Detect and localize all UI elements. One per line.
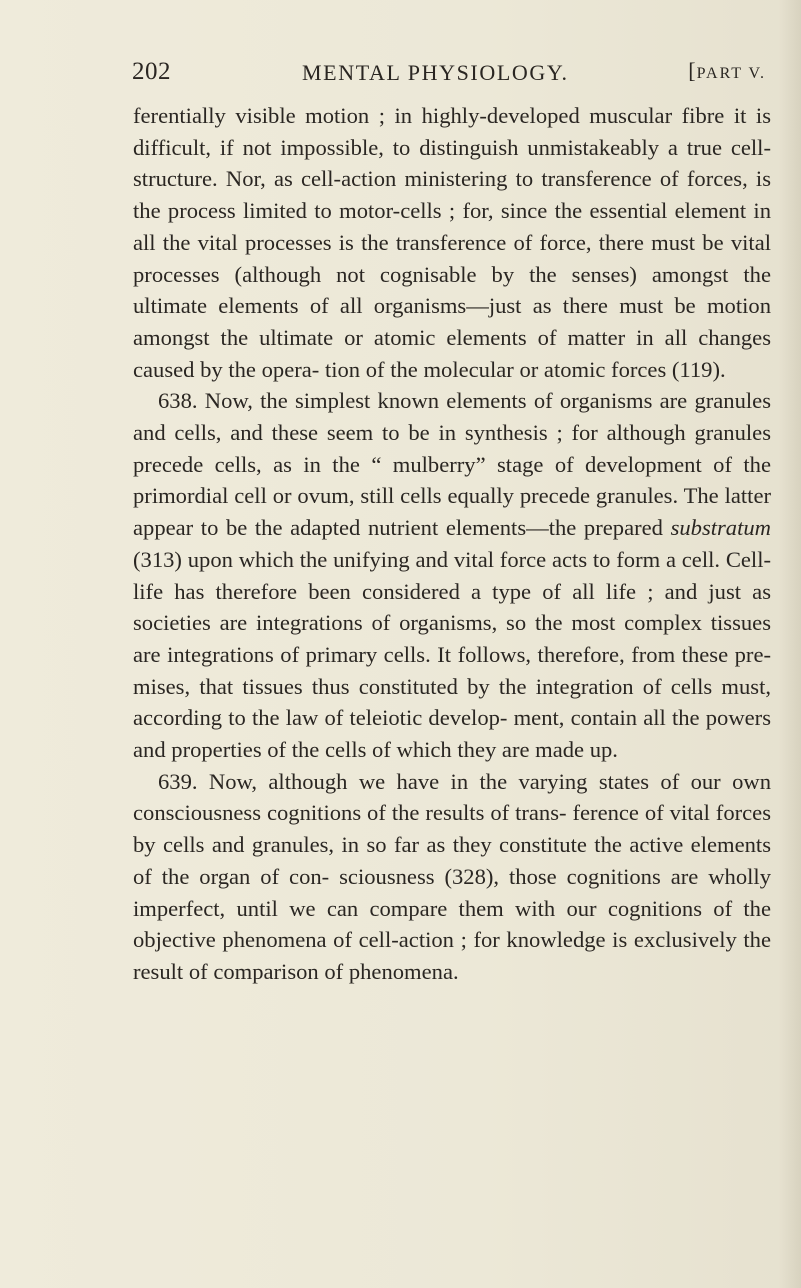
- section-label: [688, 58, 766, 84]
- paragraph-text: 638. Now, the simplest known elements of organisms are granules and cells, and these seem to be in synthesis ; for although granules precede cells, as in the “ mulberry” stage of development of the primordial cell or ovum, still cells equally precede granules. The latter appear to be the adapted nutrient elements—the prepared: [133, 388, 771, 541]
- paragraph-continuation: [133, 100, 771, 385]
- paragraph-text: ferentially visible motion ; in highly-developed muscular fibre it is difficult, if not impossible, to distinguish unmistakeably a true cell-structure. Nor, as cell-action ministering to transference of forces, is the process limited to motor-cells ; for, since the essential element in all the vital processes is the transference of force, there must be vital processes (although not cognisable by the senses) amongst the ultimate elements of all organisms—just as there must be motion amongst the ultimate or atomic elements of matter in all changes caused by the opera- tion of the molecular or atomic forces (119).: [133, 103, 771, 382]
- page-number: 202: [132, 58, 171, 85]
- running-title: MENTAL PHYSIOLOGY.: [302, 60, 569, 85]
- italic-term: substratum: [670, 515, 771, 541]
- paragraph-para-638: [133, 385, 771, 765]
- running-header: [132, 58, 766, 88]
- body-text: [133, 100, 771, 988]
- paragraph-para-639: [133, 766, 771, 988]
- section-bracket: [: [688, 58, 697, 83]
- section-label-text: PART V.: [696, 65, 766, 82]
- paragraph-text: 639. Now, although we have in the varying states of our own consciousness cognitions of the results of trans- ference of vital forces by cells and granules, in so far as they constitute the active elements of the organ of con- sciousness (328), those cognitions are wholly imperfect, until we can compare them with our cognitions of the objective phenomena of cell-action ; for knowledge is exclusively the result of comparison of phenomena.: [133, 768, 771, 984]
- page-edge-shadow: [779, 0, 801, 1288]
- paragraph-text: (313) upon which the unifying and vital force acts to form a cell. Cell-life has therefore been considered a type of all life ; and just as societies are integrations of organisms, so the most complex tissues are integrations of primary cells. It follows, therefore, from these pre- mises, that tissues thus constituted by the integration of cells must, according to the law of teleiotic develop- ment, contain all the powers and properties of the cells of which they are made up.: [133, 546, 771, 763]
